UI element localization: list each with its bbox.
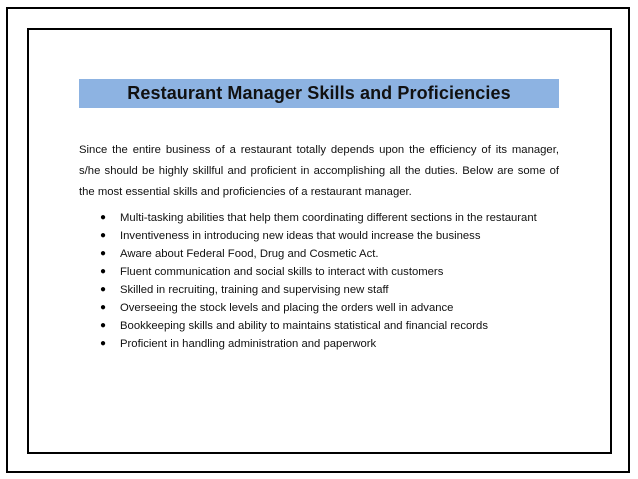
list-item [79, 299, 559, 317]
skill-text: Bookkeeping skills and ability to maintains statistical and financial records [120, 320, 488, 332]
skill-text: Multi-tasking abilities that help them coordinating different sections in the restaurant [120, 212, 537, 224]
skill-text: Aware about Federal Food, Drug and Cosmetic Act. [120, 248, 379, 260]
list-item [79, 317, 559, 335]
bullet-icon: ● [100, 284, 107, 295]
title-band [79, 79, 559, 108]
bullet-icon: ● [100, 248, 107, 259]
list-item [79, 335, 559, 353]
list-item [79, 263, 559, 281]
bullet-icon: ● [100, 230, 107, 241]
list-item [79, 245, 559, 263]
bullet-icon: ● [100, 212, 107, 223]
bullet-icon: ● [100, 266, 107, 277]
list-item [79, 281, 559, 299]
intro-paragraph: Since the entire business of a restaurant totally depends upon the efficiency of its manager, s/he should be highly skillful and proficient in accomplishing all the duties. Below are some of the most essential skills and proficiencies of a restaurant manager. [79, 144, 559, 198]
skill-text: Proficient in handling administration and paperwork [120, 338, 377, 350]
skill-text: Skilled in recruiting, training and supervising new staff [120, 284, 389, 296]
list-item [79, 209, 559, 227]
document-title: Restaurant Manager Skills and Proficiencies [127, 83, 511, 103]
list-item [79, 227, 559, 245]
skills-list [79, 209, 559, 353]
bullet-icon: ● [100, 338, 107, 349]
skill-text: Fluent communication and social skills to interact with customers [120, 266, 444, 278]
skill-text: Overseeing the stock levels and placing the orders well in advance [120, 302, 454, 314]
bullet-icon: ● [100, 320, 107, 331]
skill-text: Inventiveness in introducing new ideas that would increase the business [120, 230, 481, 242]
bullet-icon: ● [100, 302, 107, 313]
